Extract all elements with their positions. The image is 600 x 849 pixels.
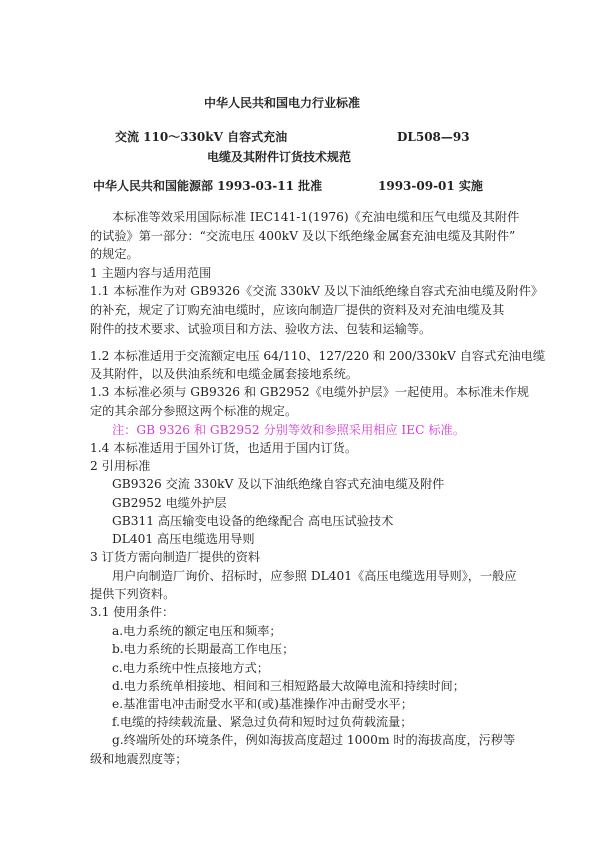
standard-number: DL508—93 xyxy=(397,130,470,144)
clause-1-1: 的补充，规定了订购充油电缆时，应该向制造厂提供的资料及对充油电缆及其 xyxy=(90,303,505,317)
org-title: 中华人民共和国电力行业标准 xyxy=(204,96,361,110)
clause-1-1: 附件的技术要求、试验项目和方法、验收方法、包装和运输等。 xyxy=(90,322,432,336)
approval-line: 中华人民共和国能源部 1993-03-11 批准 xyxy=(93,179,323,193)
reference-item: GB311 高压输变电设备的绝缘配合 高电压试验技术 xyxy=(112,514,394,528)
note: 注：GB 9326 和 GB2952 分别等效和参照采用相应 IEC 标准。 xyxy=(112,423,465,437)
section-2-heading: 2 引用标准 xyxy=(90,459,151,473)
condition-item: b.电力系统的长期最高工作电压； xyxy=(112,642,295,656)
doc-title-line1: 交流 110～330kV 自容式充油 xyxy=(115,130,288,144)
section-3-intro: 用户向制造厂询价、招标时，应参照 DL401《高压电缆选用导则》，一般应 xyxy=(112,569,517,583)
intro-line: 本标准等效采用国际标准 IEC141-1(1976)《充油电缆和压气电缆及其附件 xyxy=(112,210,520,224)
condition-item: g.终端所处的环境条件，例如海拔高度超过 1000m 时的海拔高度，污秽等 xyxy=(112,733,516,747)
clause-1-3: 定的其余部分参照这两个标准的规定。 xyxy=(90,404,298,418)
intro-line: 的试验》第一部分：“交流电压 400kV 及以下纸绝缘金属套充油电缆及其附件” xyxy=(90,229,516,243)
reference-item: DL401 高压电缆选用导则 xyxy=(112,532,255,546)
clause-3-1: 3.1 使用条件： xyxy=(90,605,175,619)
reference-item: GB9326 交流 330kV 及以下油纸绝缘自容式充油电缆及附件 xyxy=(112,477,445,491)
condition-item: e.基准雷电冲击耐受水平和(或)基准操作冲击耐受水平； xyxy=(112,697,413,711)
section-1-heading: 1 主题内容与适用范围 xyxy=(90,266,212,280)
clause-1-4: 1.4 本标准适用于国外订货，也适用于国内订货。 xyxy=(90,441,358,455)
condition-item: d.电力系统单相接地、相间和三相短路最大故障电流和持续时间； xyxy=(112,679,465,693)
doc-title-line2: 电缆及其附件订货技术规范 xyxy=(207,150,352,164)
condition-item: a.电力系统的额定电压和频率； xyxy=(112,624,282,638)
section-3-intro: 提供下列资料。 xyxy=(90,587,176,601)
reference-item: GB2952 电缆外护层 xyxy=(112,496,227,510)
condition-item: c.电力系统中性点接地方式； xyxy=(112,661,269,675)
condition-item-continuation: 级和地震烈度等； xyxy=(90,752,188,766)
effective-date: 1993-09-01 实施 xyxy=(378,179,483,193)
intro-line: 的规定。 xyxy=(90,247,139,261)
clause-1-3: 1.3 本标准必须与 GB9326 和 GB2952《电缆外护层》一起使用。本标准未作规 xyxy=(90,385,529,399)
clause-1-1: 1.1 本标准作为对 GB9326《交流 330kV 及以下油纸绝缘自容式充油电缆及附件》 xyxy=(90,284,544,298)
section-3-heading: 3 订货方需向制造厂提供的资料 xyxy=(90,550,261,564)
clause-1-2: 1.2 本标准适用于交流额定电压 64/110、127/220 和 200/330kV 自容式充油电缆 xyxy=(90,349,546,363)
condition-item: f.电缆的持续载流量、紧急过负荷和短时过负荷载流量； xyxy=(112,715,413,729)
clause-1-2: 及其附件，以及供油系统和电缆金属套接地系统。 xyxy=(90,367,359,381)
